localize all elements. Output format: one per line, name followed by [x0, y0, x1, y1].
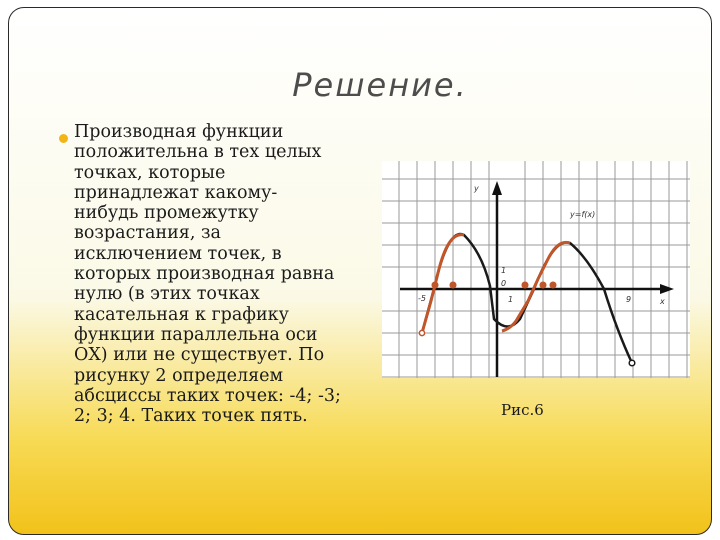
tick-label: 1: [501, 266, 507, 275]
tick-label: -5: [418, 294, 426, 303]
text-line: рисунку 2 определяем: [74, 365, 284, 386]
text-line: нибудь промежутку: [74, 203, 259, 224]
text-line: функции параллельна оси: [74, 324, 318, 345]
text-line: возрастания, за: [74, 223, 221, 244]
text-line: нулю (в этих точках: [74, 284, 260, 305]
text-line: точках, которые: [74, 162, 226, 183]
text-line: Производная функции: [74, 122, 284, 142]
grid: [382, 161, 690, 378]
y-axis-label: y: [474, 184, 479, 193]
highlight-segment: [422, 235, 464, 333]
tick-label: 9: [626, 295, 632, 304]
text-line: положительна в тех целых: [74, 142, 322, 163]
slide-title: Решение.: [292, 66, 468, 104]
tick-label: 1: [508, 295, 514, 304]
function-graph: [382, 161, 690, 378]
highlight-segment: [502, 242, 570, 331]
figure-caption: Рис.6: [501, 401, 544, 419]
bullet-text: [74, 122, 374, 426]
text-line: исключением точек, в: [74, 243, 282, 264]
bullet-icon: [59, 134, 68, 143]
text-line: ОХ) или не существует. По: [74, 345, 325, 366]
slide: [8, 7, 712, 535]
endpoint-marker: [629, 360, 635, 366]
text-line: касательная к графику: [74, 304, 289, 325]
tick-label: 0: [501, 279, 507, 288]
text-line: которых производная равна: [74, 264, 335, 285]
x-axis-label: x: [660, 297, 665, 306]
text-line: абсциссы таких точек: -4; -3;: [74, 385, 341, 406]
function-label: y=f(x): [570, 210, 596, 219]
text-line: 2; 3; 4. Таких точек пять.: [74, 406, 308, 427]
text-line: принадлежат какому-: [74, 182, 278, 203]
